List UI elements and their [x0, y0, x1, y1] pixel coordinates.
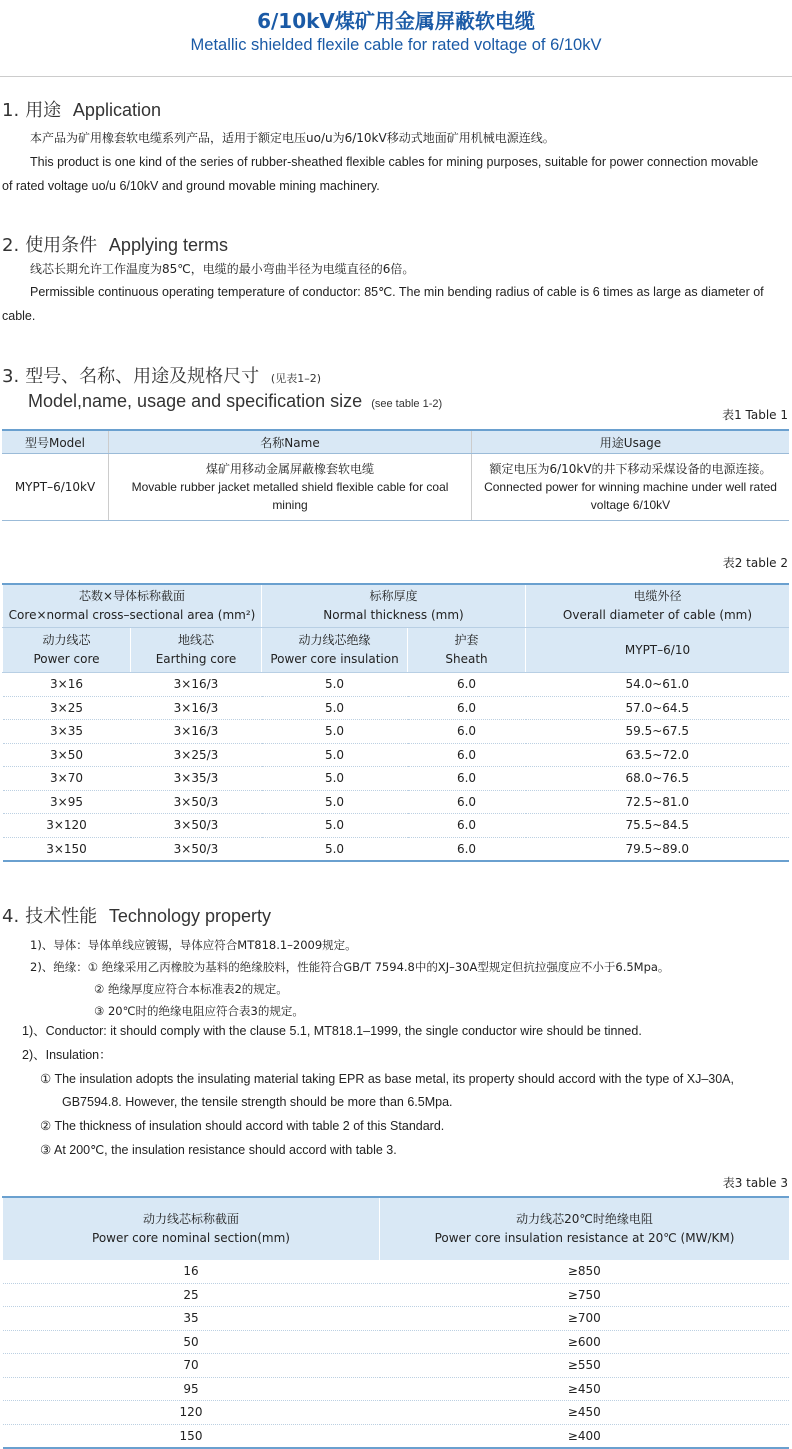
s4-line-5: 1)、Conductor: it should comply with the clause 5.1, MT818.1–1999, the single conductor wire should be tinned.	[22, 1024, 642, 1038]
title-divider	[0, 76, 792, 77]
table-cell: 95	[3, 1377, 380, 1401]
s4-line-1: 1)、导体：导体单线应镀锡，导体应符合MT818.1–2009规定。	[30, 938, 357, 952]
table-cell: 25	[3, 1283, 380, 1307]
table-cell: 57.0~64.5	[526, 696, 790, 720]
section-3-heading-en: Model,name, usage and specification size (see table 1-2)	[28, 391, 443, 411]
table-cell: 68.0~76.5	[526, 767, 790, 791]
table-cell: 6.0	[408, 696, 526, 720]
table-1	[2, 429, 789, 521]
table-cell: 3×25/3	[131, 743, 262, 767]
table-row	[3, 1307, 790, 1331]
table-cell: 5.0	[262, 837, 408, 861]
table-cell: 3×50/3	[131, 790, 262, 814]
table-2	[2, 583, 789, 862]
table-cell: 3×25	[3, 696, 131, 720]
page-title: 6/10kV煤矿用金属屏蔽软电缆	[257, 9, 535, 33]
table-row	[3, 1401, 790, 1425]
table-row	[3, 767, 790, 791]
section-2-text-cn: 线芯长期允许工作温度为85℃，电缆的最小弯曲半径为电缆直径的6倍。	[30, 262, 415, 276]
table-cell: 3×35	[3, 720, 131, 744]
table2-header-diameter: 电缆外径 Overall diameter of cable (mm)	[526, 584, 790, 628]
table-row	[3, 720, 790, 744]
table-cell: 3×95	[3, 790, 131, 814]
s4-line-8: GB7594.8. However, the tensile strength should be more than 6.5Mpa.	[62, 1095, 453, 1109]
section-2-text-en-2: cable.	[2, 309, 36, 323]
table-row	[3, 814, 790, 838]
table-cell: 59.5~67.5	[526, 720, 790, 744]
table-cell: 3×16/3	[131, 673, 262, 697]
table-row	[3, 1424, 790, 1448]
table-cell: 5.0	[262, 743, 408, 767]
table-row	[3, 790, 790, 814]
table1-header-usage: 用途Usage	[472, 430, 790, 454]
s4-line-9: ② The thickness of insulation should accord with table 2 of this Standard.	[40, 1119, 445, 1133]
table2-sub-earthing-core: 地线芯 Earthing core	[131, 628, 262, 673]
table-row	[3, 743, 790, 767]
table2-sub-insulation: 动力线芯绝缘 Power core insulation	[262, 628, 408, 673]
table3-caption: 表3 table 3	[722, 1176, 788, 1190]
table-cell: 35	[3, 1307, 380, 1331]
table-cell: ≥450	[380, 1377, 790, 1401]
table1-model: MYPT–6/10kV	[2, 454, 109, 521]
table-cell: 3×50	[3, 743, 131, 767]
table1-usage: 额定电压为6/10kV的井下移动采煤设备的电源连接。 Connected power for winning machine under well rated voltage 6/10kV	[472, 454, 790, 521]
table2-header-core: 芯数×导体标称截面 Core×normal cross–sectional area (mm²)	[3, 584, 262, 628]
table-cell: 6.0	[408, 837, 526, 861]
table-cell: 54.0~61.0	[526, 673, 790, 697]
table-cell: 3×16	[3, 673, 131, 697]
table-row	[2, 454, 789, 521]
table-cell: 5.0	[262, 814, 408, 838]
table3-header-section: 动力线芯标称截面 Power core nominal section(mm)	[3, 1197, 380, 1260]
table-row	[3, 1377, 790, 1401]
table-cell: 5.0	[262, 720, 408, 744]
table-cell: 79.5~89.0	[526, 837, 790, 861]
page-subtitle: Metallic shielded flexile cable for rated voltage of 6/10kV	[190, 36, 602, 54]
table-row	[3, 1283, 790, 1307]
table-cell: 72.5~81.0	[526, 790, 790, 814]
table-cell: 6.0	[408, 814, 526, 838]
table-cell: 70	[3, 1354, 380, 1378]
table-cell: 5.0	[262, 696, 408, 720]
table-cell: 150	[3, 1424, 380, 1448]
table2-sub-model: MYPT–6/10	[526, 628, 790, 673]
section-1-text-en-2: of rated voltage uo/u 6/10kV and ground movable mining machinery.	[2, 179, 380, 193]
section-1-text-cn: 本产品为矿用橡套软电缆系列产品，适用于额定电压uo/u为6/10kV移动式地面矿用机械电源连线。	[30, 131, 555, 145]
table-cell: 3×16/3	[131, 720, 262, 744]
table-cell: ≥600	[380, 1330, 790, 1354]
section-2-heading: 2. 使用条件 Applying terms	[2, 235, 228, 256]
table-cell: 6.0	[408, 767, 526, 791]
table-row	[3, 1354, 790, 1378]
section-1-heading: 1. 用途 Application	[2, 100, 161, 121]
table-cell: 3×150	[3, 837, 131, 861]
table-row	[3, 837, 790, 861]
section-2-text-en-1: Permissible continuous operating temperature of conductor: 85℃. The min bending radius of cable is 6 times as large as diameter of	[30, 285, 764, 299]
section-3-heading-cn: 3. 型号、名称、用途及规格尺寸 (见表1–2)	[2, 366, 322, 387]
table-cell: ≥450	[380, 1401, 790, 1425]
s4-line-6: 2)、Insulation：	[22, 1048, 112, 1062]
table-cell: 120	[3, 1401, 380, 1425]
table-row	[3, 696, 790, 720]
table-cell: 63.5~72.0	[526, 743, 790, 767]
table-cell: 16	[3, 1260, 380, 1283]
table-cell: 3×120	[3, 814, 131, 838]
section-1-text-en-1: This product is one kind of the series of rubber-sheathed flexible cables for mining purposes, suitable for power connection movable	[30, 155, 759, 169]
table1-header-model: 型号Model	[2, 430, 109, 454]
section-4-heading: 4. 技术性能 Technology property	[2, 906, 272, 927]
table3-header-resistance: 动力线芯20℃时绝缘电阻 Power core insulation resistance at 20℃ (MW/KM)	[380, 1197, 790, 1260]
table-cell: 6.0	[408, 720, 526, 744]
table-cell: 3×50/3	[131, 837, 262, 861]
table-cell: 3×16/3	[131, 696, 262, 720]
s4-line-4: ③ 20℃时的绝缘电阻应符合表3的规定。	[94, 1004, 304, 1018]
table-cell: 50	[3, 1330, 380, 1354]
table2-sub-power-core: 动力线芯 Power core	[3, 628, 131, 673]
table-cell: ≥550	[380, 1354, 790, 1378]
table1-header-name: 名称Name	[109, 430, 472, 454]
s4-line-3: ② 绝缘厚度应符合本标准表2的规定。	[94, 982, 288, 996]
table1-caption: 表1 Table 1	[722, 408, 788, 422]
table-cell: ≥400	[380, 1424, 790, 1448]
table2-sub-sheath: 护套 Sheath	[408, 628, 526, 673]
table-cell: 75.5~84.5	[526, 814, 790, 838]
table-cell: 5.0	[262, 790, 408, 814]
table-cell: ≥850	[380, 1260, 790, 1283]
table-cell: 3×70	[3, 767, 131, 791]
table-cell: 5.0	[262, 767, 408, 791]
table2-caption: 表2 table 2	[722, 556, 788, 570]
table-cell: 3×50/3	[131, 814, 262, 838]
table2-header-thickness: 标称厚度 Normal thickness (mm)	[262, 584, 526, 628]
table-cell: 5.0	[262, 673, 408, 697]
s4-line-10: ③ At 200℃, the insulation resistance should accord with table 3.	[40, 1143, 397, 1157]
table-cell: ≥700	[380, 1307, 790, 1331]
table-cell: 6.0	[408, 673, 526, 697]
table-cell: 6.0	[408, 790, 526, 814]
table-cell: 6.0	[408, 743, 526, 767]
table-row	[3, 673, 790, 697]
table-cell: 3×35/3	[131, 767, 262, 791]
table-3	[2, 1196, 789, 1449]
s4-line-7: ① The insulation adopts the insulating material taking EPR as base metal, its property should accord with the type of XJ–30A,	[40, 1072, 734, 1086]
table-row	[3, 1260, 790, 1283]
table-row	[3, 1330, 790, 1354]
table-cell: ≥750	[380, 1283, 790, 1307]
s4-line-2: 2)、绝缘：① 绝缘采用乙丙橡胶为基料的绝缘胶料，性能符合GB/T 7594.8中的XJ–30A型规定但抗拉强度应不小于6.5Mpa。	[30, 960, 670, 974]
table1-name: 煤矿用移动金属屏蔽橡套软电缆 Movable rubber jacket metalled shield flexible cable for coal mining	[109, 454, 472, 521]
